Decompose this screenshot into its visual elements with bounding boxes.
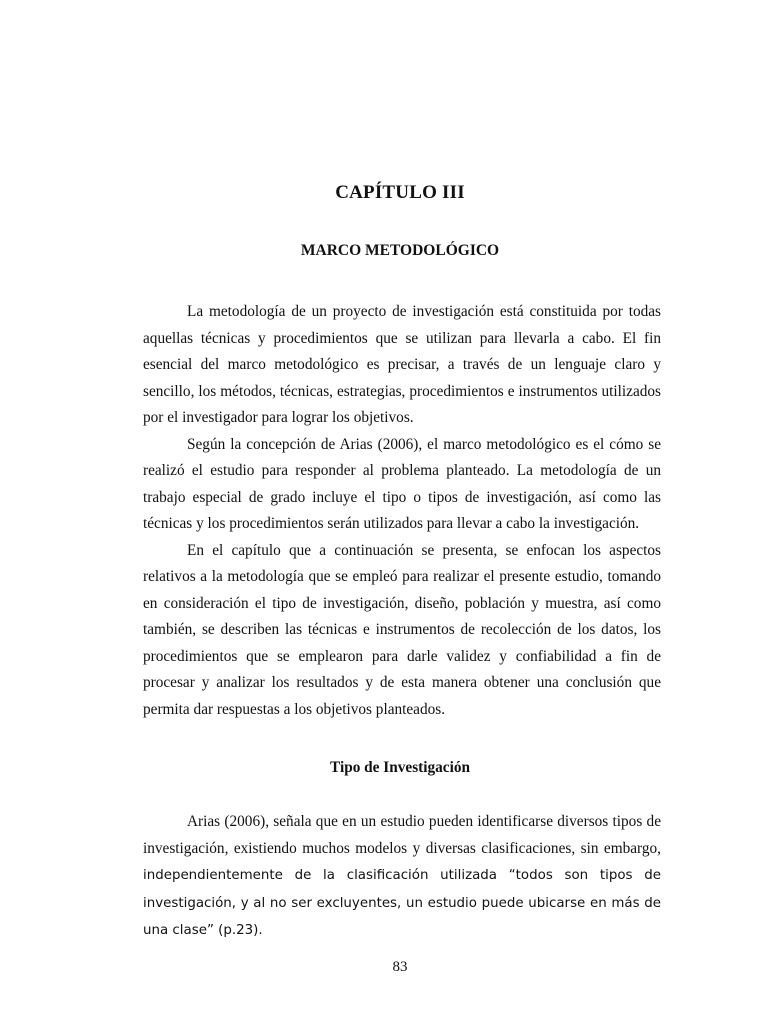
paragraph <box>143 809 661 945</box>
paragraph-lead: Arias (2006), señala que en un estudio pueden identificarse diversos tipos de investigación, existiendo muchos modelos y diversas clasificaciones, sin embargo, <box>143 813 661 857</box>
section-text <box>143 809 661 945</box>
paragraph: La metodología de un proyecto de investigación está constituida por todas aquellas técnicas y procedimientos que se utilizan para llevarla a cabo. El fin esencial del marco metodológico es precisar, a través de un lenguaje claro y sencillo, los métodos, técnicas, estrategias, procedimientos e instrumentos utilizados por el investigador para lograr los objetivos. <box>143 303 661 426</box>
chapter-title: CAPÍTULO III <box>335 182 465 203</box>
intro-text <box>143 299 661 723</box>
paragraph-quote: independientemente de la clasificación utilizada “todos son tipos de investigación, y al no ser excluyentes, un estudio puede ubicarse en más de una clase” (p.23). <box>143 868 661 938</box>
chapter-subtitle: MARCO METODOLÓGICO <box>300 242 500 259</box>
page-number: 83 <box>392 959 408 975</box>
section-heading: Tipo de Investigación <box>330 759 470 776</box>
paragraph: Según la concepción de Arias (2006), el marco metodológico es el cómo se realizó el estudio para responder al problema planteado. La metodología de un trabajo especial de grado incluye el tipo o tipos de investigación, así como las técnicas y los procedimientos serán utilizados para llevar a cabo la investigación. <box>143 435 661 532</box>
paragraph: En el capítulo que a continuación se presenta, se enfocan los aspectos relativos a la metodología que se empleó para realizar el presente estudio, tomando en consideración el tipo de investigación, diseño, población y muestra, así como también, se describen las técnicas e instrumentos de recolección de los datos, los procedimientos que se emplearon para darle validez y confiabilidad a fin de procesar y analizar los resultados y de esta manera obtener una conclusión que permita dar respuestas a los objetivos planteados. <box>143 541 661 718</box>
